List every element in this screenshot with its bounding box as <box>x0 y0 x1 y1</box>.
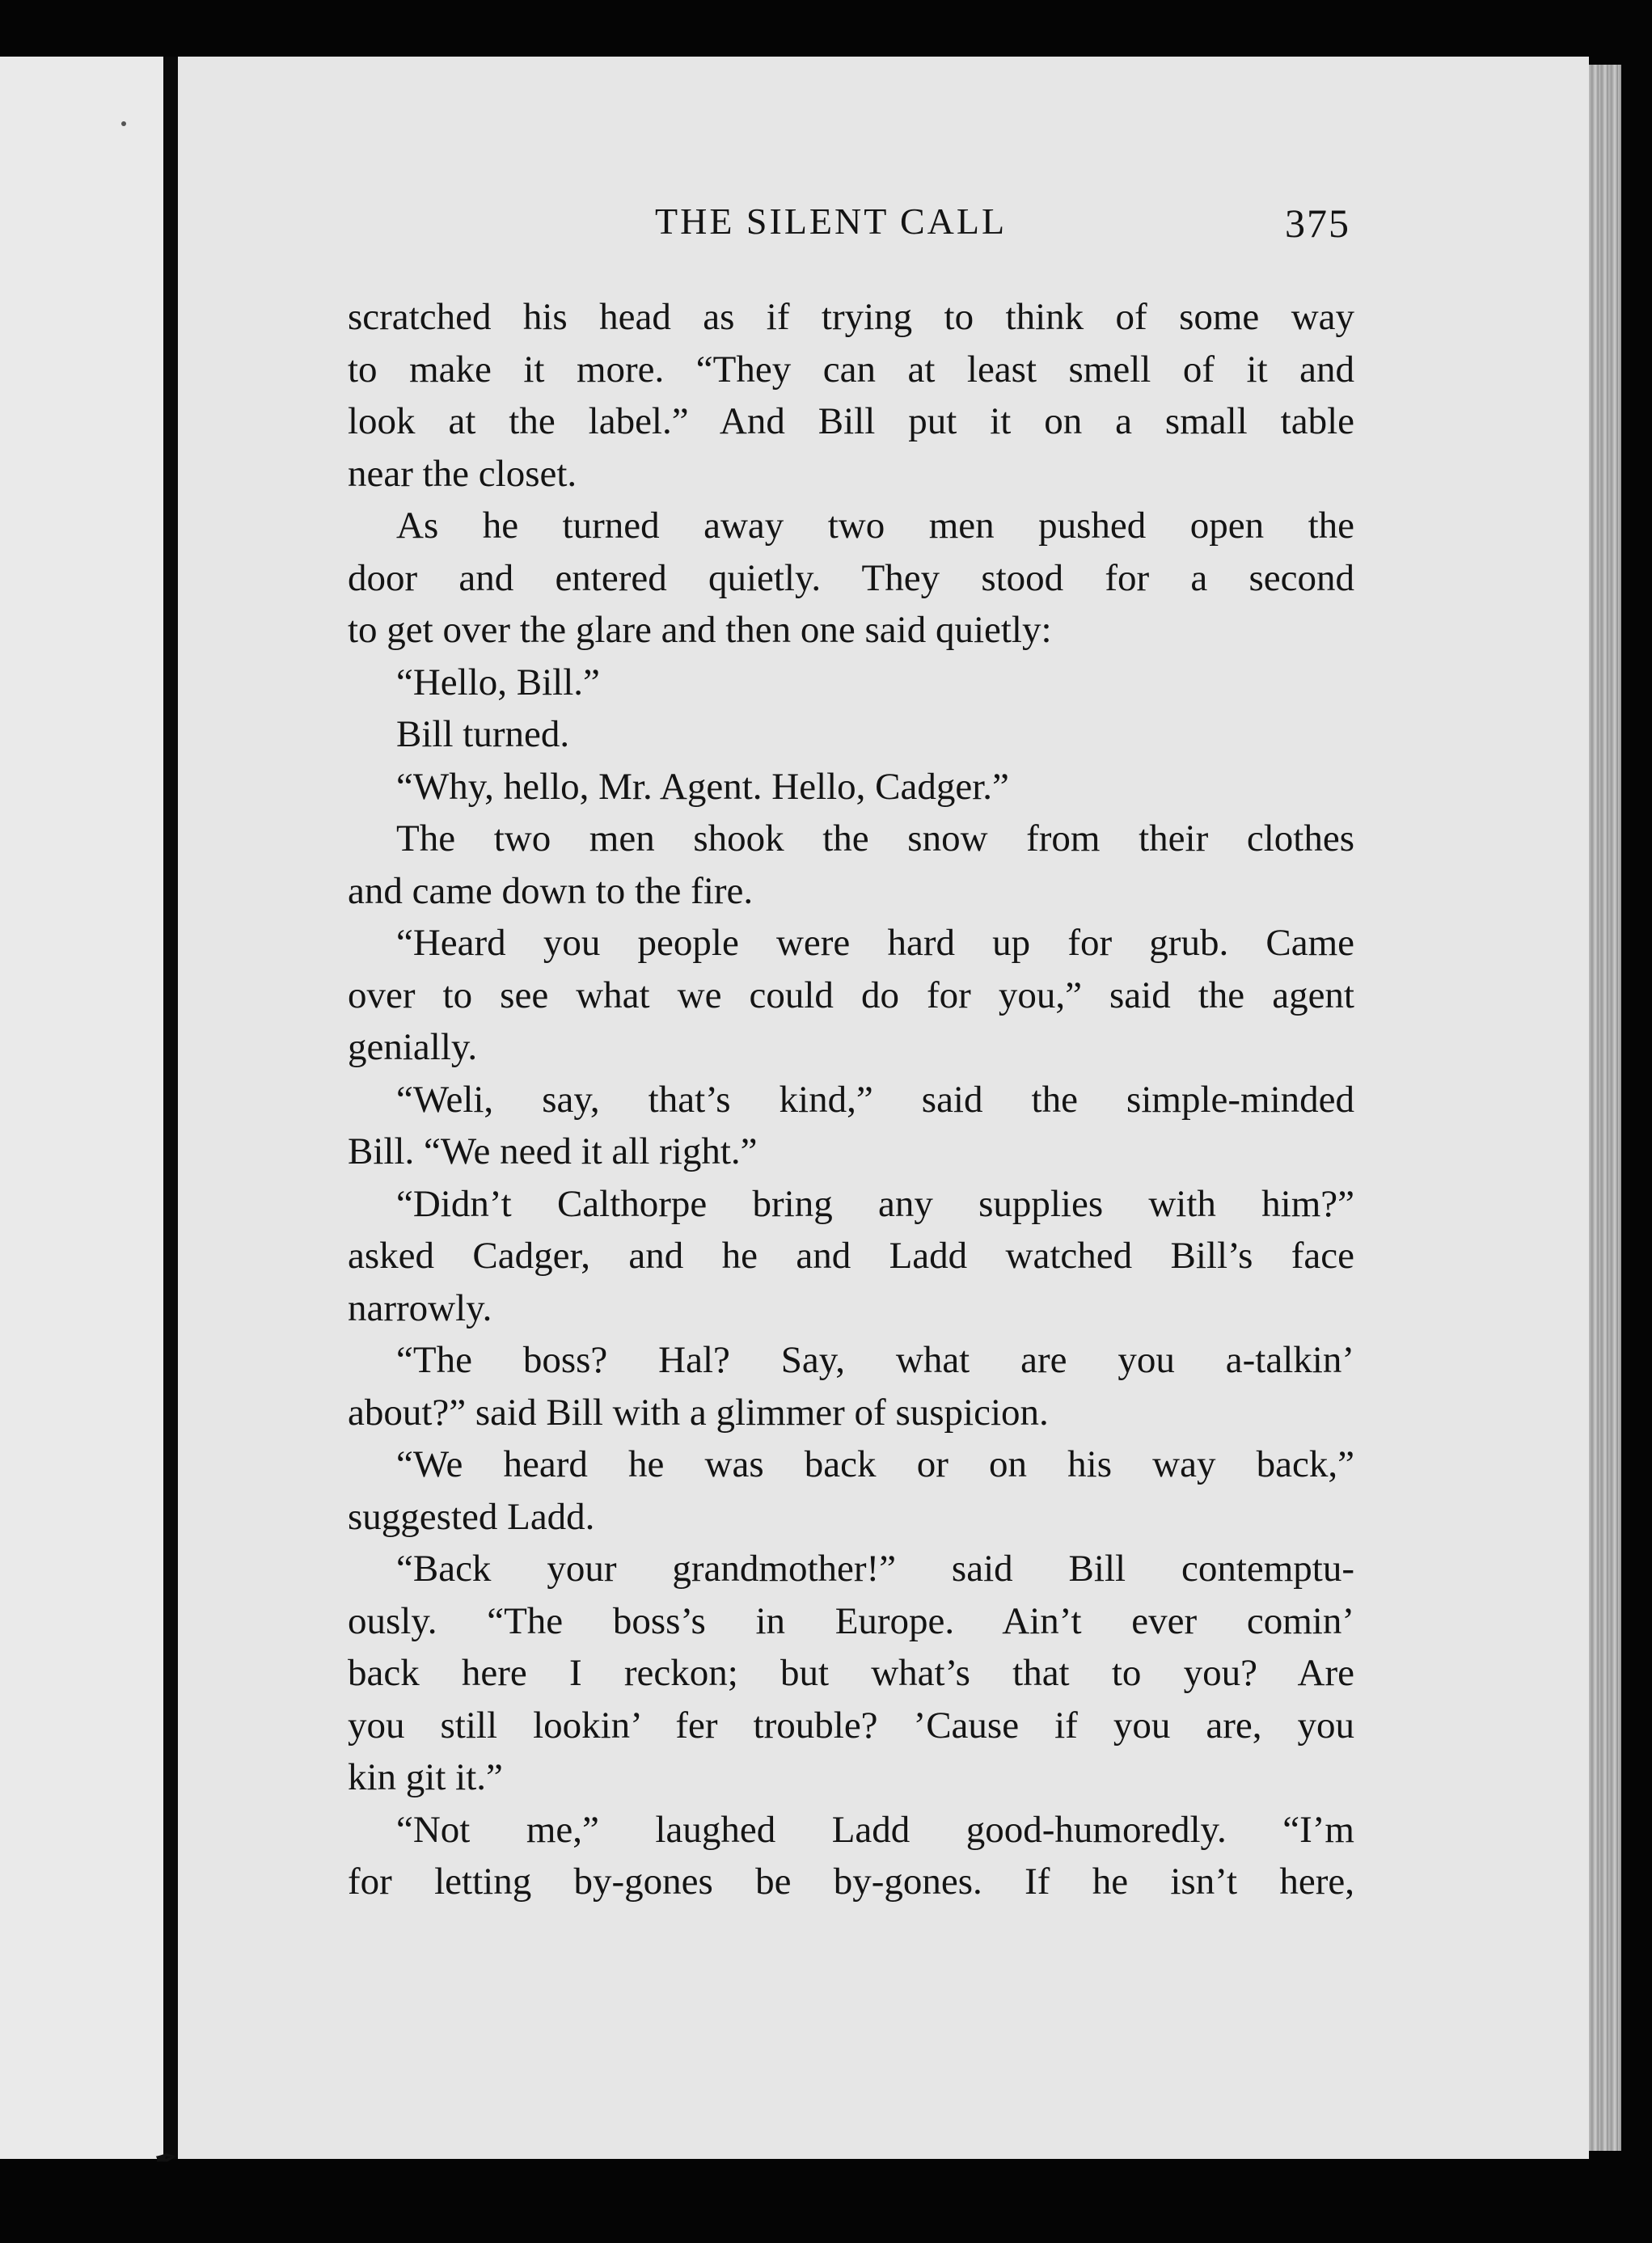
text-line: “Hello, Bill.” <box>396 661 600 703</box>
text-line: Bill turned. <box>396 713 570 755</box>
text-line: “Heard you people were hard up for grub. Came <box>396 922 1354 964</box>
text-line: near the closet. <box>348 452 577 495</box>
text-line: scratched his head as if trying to think of some way <box>348 296 1354 338</box>
text-line: back here I reckon; but what’s that to you? Are <box>348 1652 1354 1694</box>
text-line: asked Cadger, and he and Ladd watched Bill’s face <box>348 1235 1354 1277</box>
text-line: for letting by-gones be by-gones. If he isn’t here, <box>348 1861 1354 1903</box>
text-line: As he turned away two men pushed open the <box>396 505 1354 547</box>
text-line: “Didn’t Calthorpe bring any supplies with him?” <box>396 1182 1354 1225</box>
running-title: THE SILENT CALL <box>655 201 1008 242</box>
text-line: The two men shook the snow from their clothes <box>396 817 1354 860</box>
ink-smudge-mark: ✒ <box>152 2141 180 2177</box>
body-text <box>348 291 1354 1908</box>
text-line: ously. “The boss’s in Europe. Ain’t ever comin’ <box>348 1599 1354 1642</box>
text-line: suggested Ladd. <box>348 1495 595 1538</box>
text-line: and came down to the fire. <box>348 869 754 912</box>
text-line: you still lookin’ fer trouble? ’Cause if you are, you <box>348 1704 1354 1747</box>
text-line: Bill. “We need it all right.” <box>348 1130 758 1172</box>
text-line: “Not me,” laughed Ladd good-humoredly. “I’m <box>396 1808 1354 1851</box>
page-number: 375 <box>1285 201 1350 246</box>
left-page-speck <box>121 121 126 126</box>
text-line: look at the label.” And Bill put it on a small table <box>348 400 1354 442</box>
text-line: “Why, hello, Mr. Agent. Hello, Cadger.” <box>396 765 1009 808</box>
text-line: to make it more. “They can at least smell of it and <box>348 348 1354 391</box>
text-line: narrowly. <box>348 1286 492 1329</box>
text-line: “Back your grandmother!” said Bill contemptu- <box>396 1548 1354 1590</box>
text-line: genially. <box>348 1026 478 1068</box>
text-line: kin git it.” <box>348 1756 503 1798</box>
text-line: door and entered quietly. They stood for a second <box>348 556 1354 599</box>
text-line: “The boss? Hal? Say, what are you a-talkin’ <box>396 1339 1354 1381</box>
text-line: to get over the glare and then one said quietly: <box>348 609 1052 651</box>
binding-gutter <box>163 57 178 2159</box>
page-stack-edge <box>1589 65 1621 2151</box>
running-header <box>348 200 1350 264</box>
text-line: “Weli, say, that’s kind,” said the simple-minded <box>396 1078 1354 1121</box>
text-line: “We heard he was back or on his way back,” <box>396 1443 1354 1485</box>
text-line: about?” said Bill with a glimmer of suspicion. <box>348 1391 1049 1434</box>
facing-page-edge <box>0 57 166 2159</box>
text-line: over to see what we could do for you,” said the agent <box>348 974 1354 1016</box>
